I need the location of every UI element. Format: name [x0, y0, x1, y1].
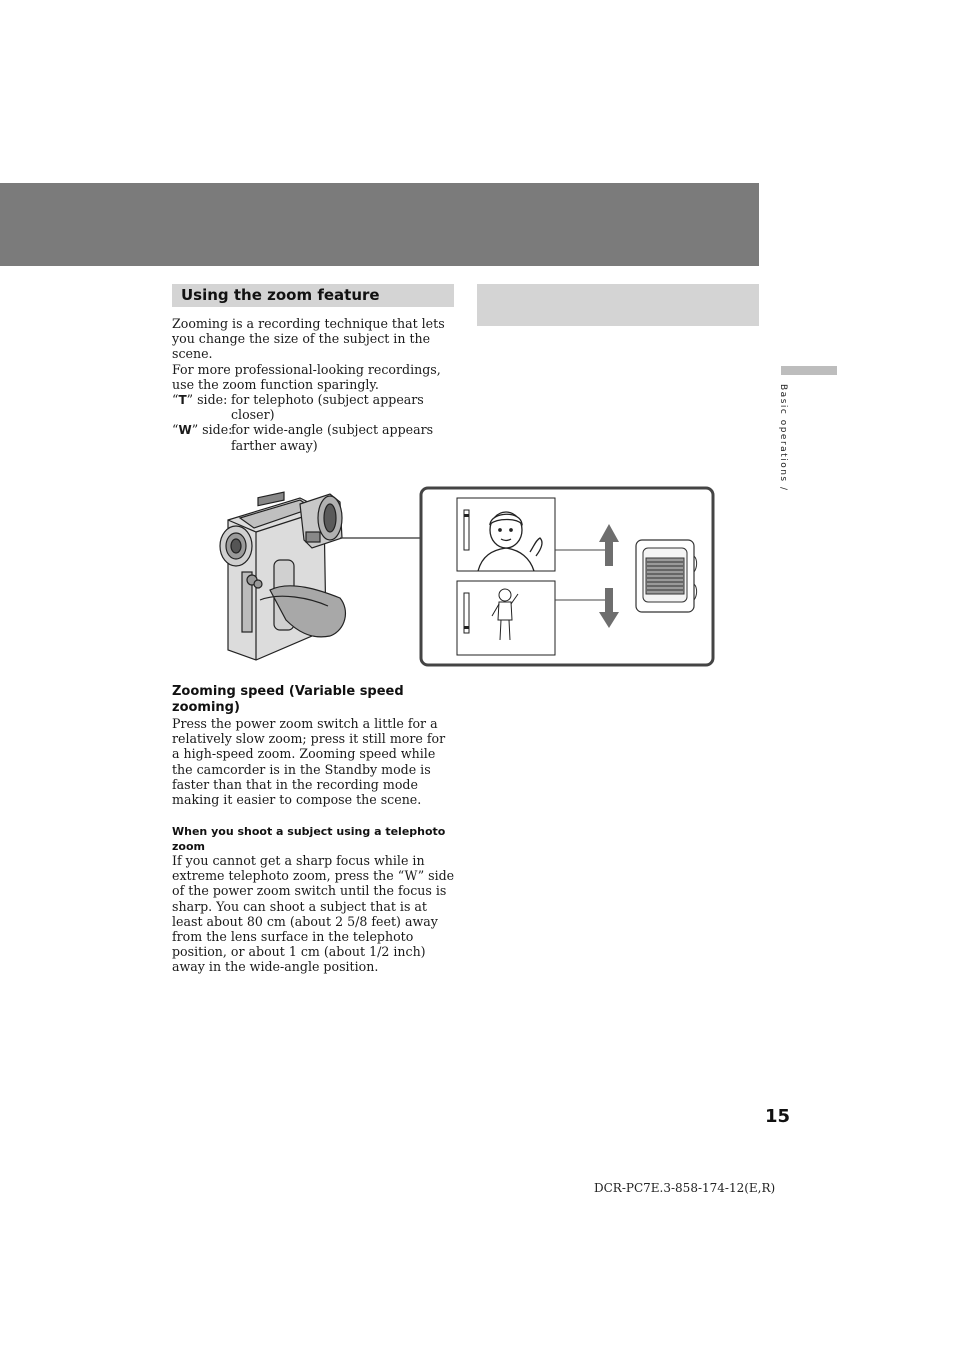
sidebar-section-label — [768, 384, 808, 494]
t-side-label: “T” side: — [172, 392, 228, 408]
w-side-row — [172, 422, 462, 452]
page-number: 15 — [765, 1106, 791, 1127]
zooming-speed-heading: Zooming speed (Variable speed zooming) — [172, 684, 404, 715]
telephoto-tip-text: If you cannot get a sharp focus while in extreme telephoto zoom, press the “W” side of the power zoom switch until the focus is sharp. You can shoot a subject that is at least about 80 cm (about 2 5/8 feet) away from the lens surface in the telephoto position, or about 1 cm (about 1/2 inch) away in the wide-angle position. — [172, 853, 455, 975]
zoom-illustration — [200, 480, 720, 670]
section-title: Using the zoom feature — [181, 286, 380, 304]
t-side-description: for telephoto (subject appears closer) — [231, 392, 424, 423]
intro-text — [172, 316, 462, 453]
camcorder-drawing — [220, 492, 345, 660]
sidebar-label-text: Basic operations / — [778, 384, 788, 492]
right-column-title-bar — [477, 284, 759, 326]
intro-paragraph-1: Zooming is a recording technique that lets you change the size of the subject in the scene. — [172, 316, 445, 362]
document-code: DCR-PC7E.3-858-174-12(E,R) — [594, 1181, 776, 1195]
telephoto-tip-heading: When you shoot a subject using a telephoto zoom — [172, 825, 446, 853]
w-side-description: for wide-angle (subject appears farther away) — [231, 422, 434, 453]
intro-paragraph-2: For more professional-looking recordings, use the zoom function sparingly. — [172, 361, 441, 392]
zooming-speed-text: Press the power zoom switch a little for a relatively slow zoom; press it still more for a high-speed zoom. Zooming speed while the camcorder is in the Standby mode is faster than that in the recording mode making it easier to compose the scene. — [172, 716, 446, 808]
w-side-label: “W” side: — [172, 422, 233, 438]
t-side-row — [172, 392, 462, 422]
power-zoom-switch — [636, 540, 697, 612]
section-tab-marker — [781, 366, 837, 375]
header-band — [0, 183, 759, 266]
